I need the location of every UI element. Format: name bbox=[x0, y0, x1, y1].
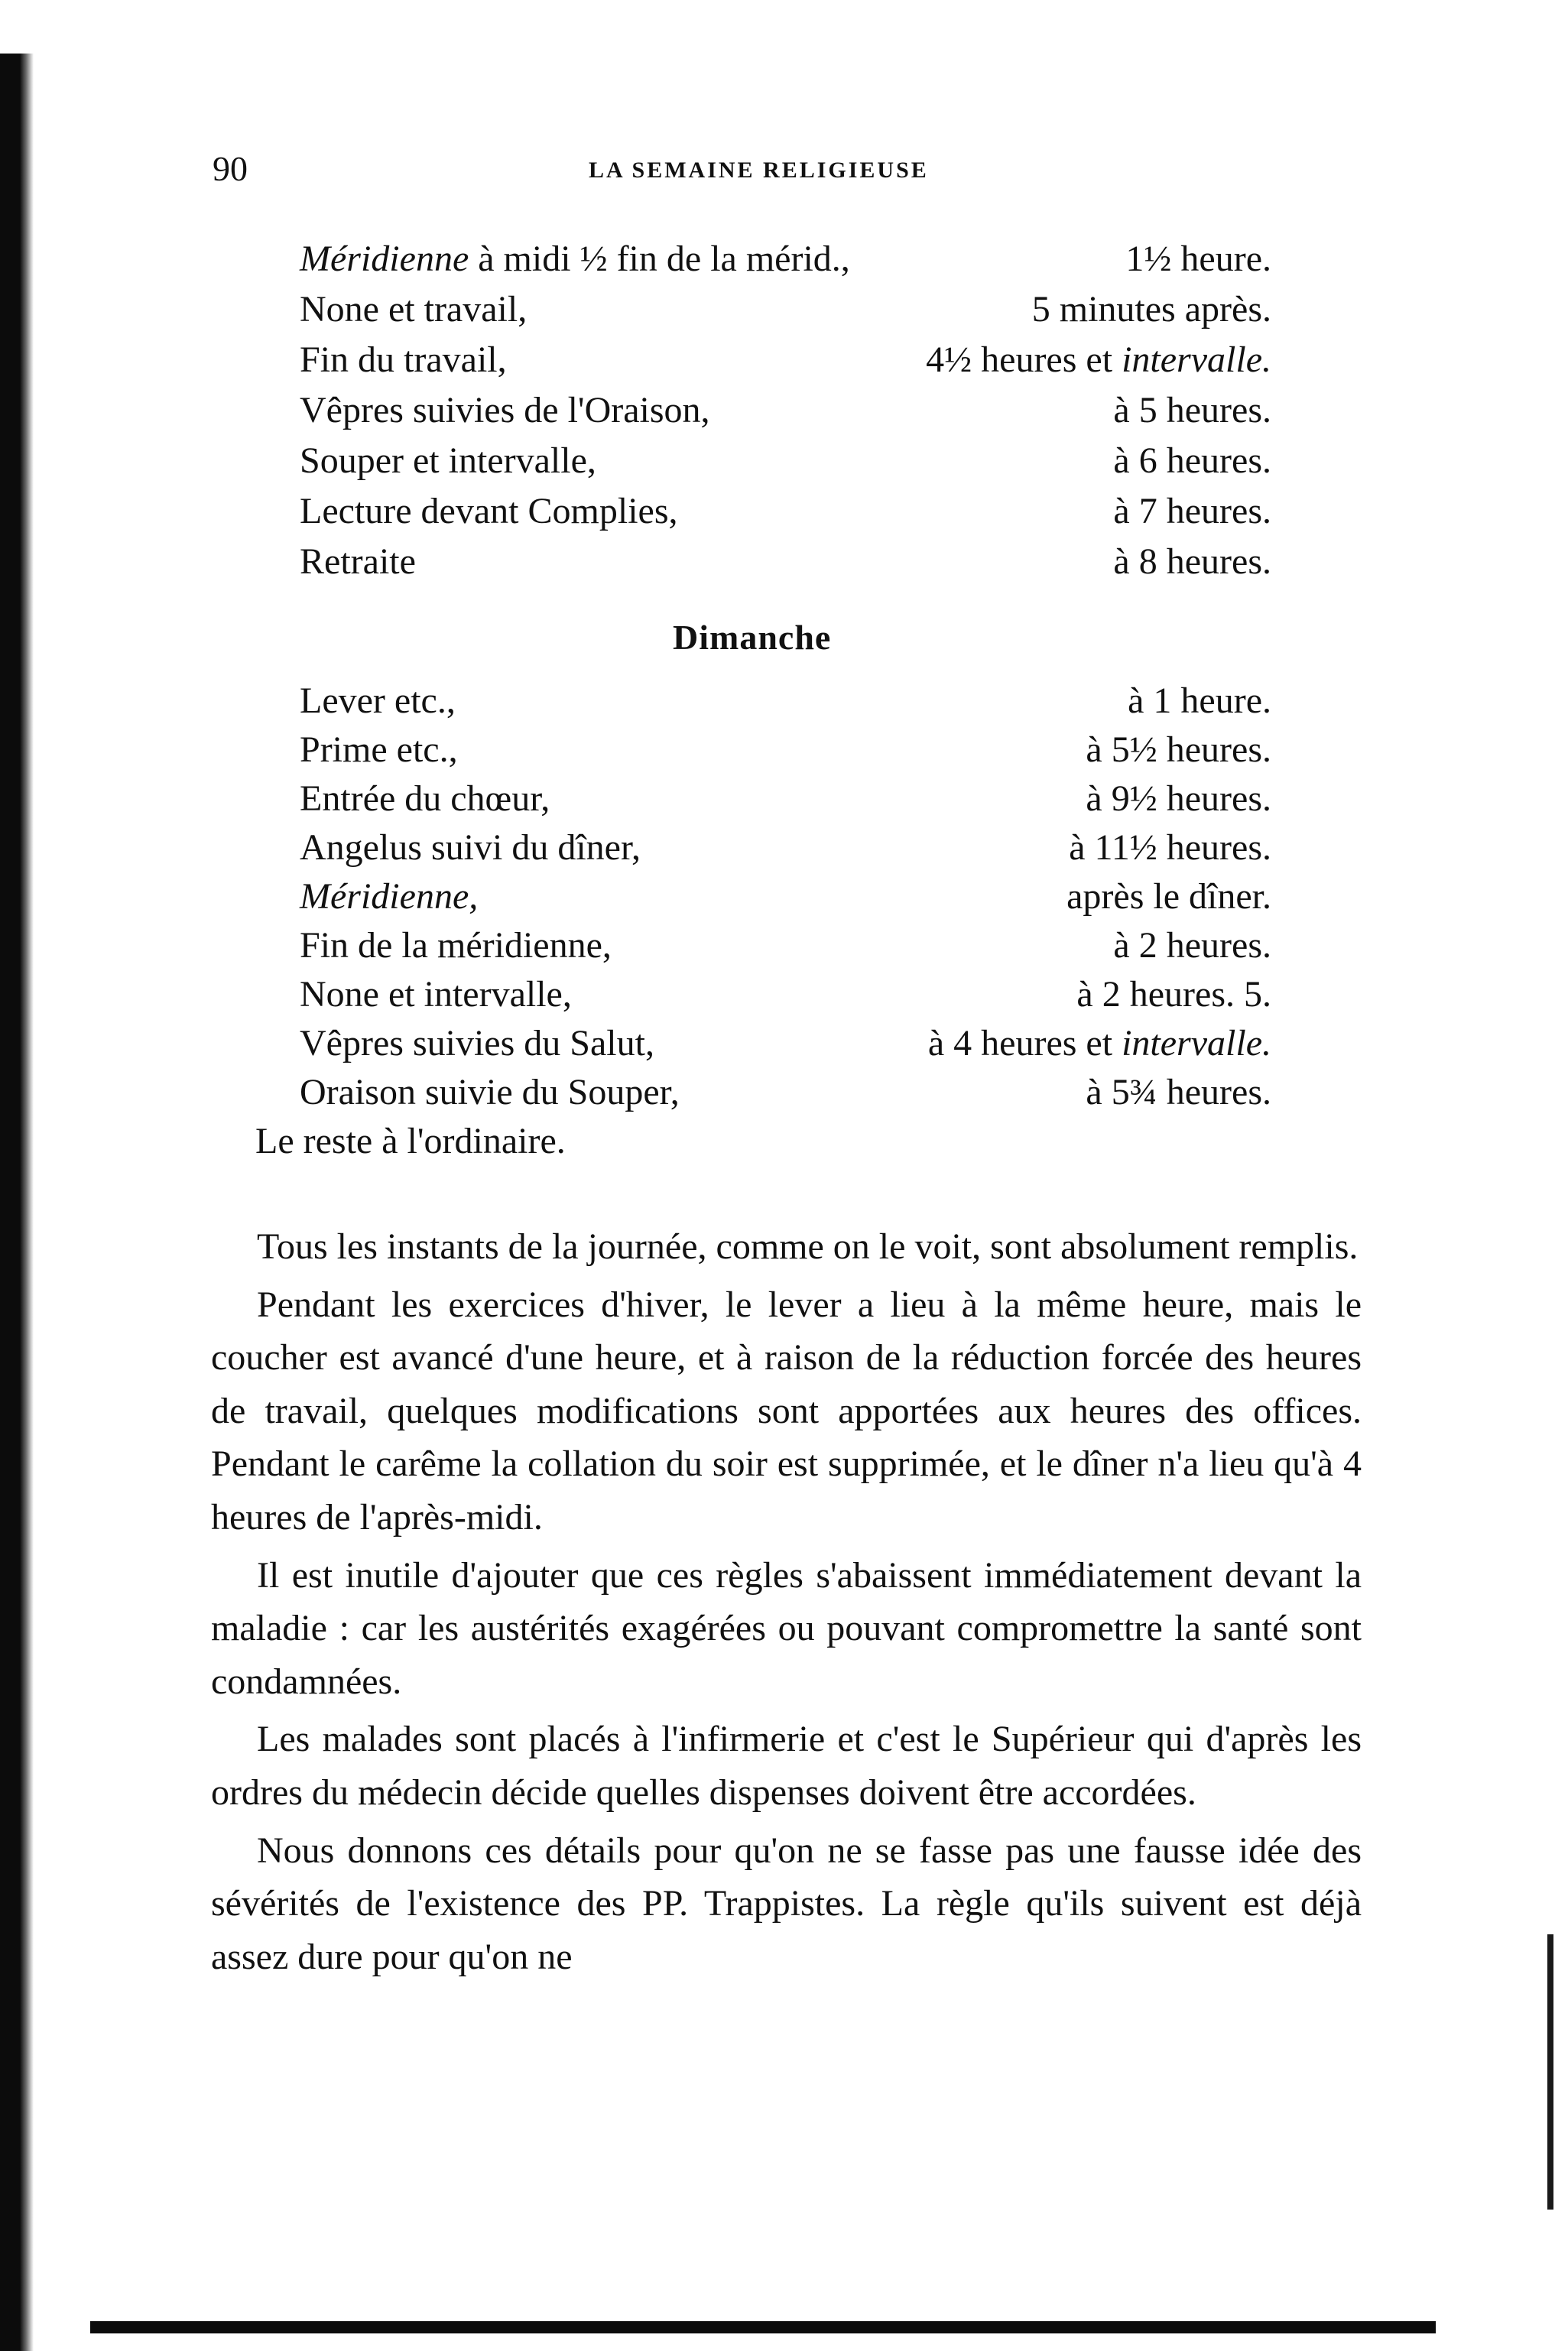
paragraph: Nous donnons ces détails pour qu'on ne se fasse pas une fausse idée des sévérités de l'existence des PP. Trappistes. La règle qu'ils suivent est déjà assez dure pour qu'on ne bbox=[211, 1830, 1362, 1977]
paragraph: Tous les instants de la journée, comme on le voit, sont absolument remplis. bbox=[257, 1226, 1359, 1267]
schedule-row bbox=[0, 1067, 1568, 1118]
paragraph: Pendant les exercices d'hiver, le lever a lieu à la même heure, mais le coucher est avancé d'une heure, et à raison de la réduction forcée des heures de travail, quelques modifications sont apportées aux heures des offices. Pendant le carême la collation du soir est supprimée, et le dîner n'a lieu qu'à 4 heures de l'après-midi. bbox=[211, 1284, 1362, 1538]
schedule-item: None et intervalle, bbox=[300, 974, 572, 1015]
schedule-row bbox=[0, 921, 1568, 971]
schedule-item: Lever etc., bbox=[300, 680, 456, 721]
paragraph: Les malades sont placés à l'infirmerie et c'est le Supérieur qui d'après les ordres du médecin décide quelles dispenses doivent être accordées. bbox=[211, 1719, 1362, 1813]
schedule-item: Angelus suivi du dîner, bbox=[300, 827, 641, 868]
schedule-item: Le reste à l'ordinaire. bbox=[255, 1121, 566, 1161]
schedule-item: Fin du travail, bbox=[300, 339, 507, 380]
schedule-row bbox=[0, 823, 1568, 873]
schedule-time: à 11½ heures. bbox=[1069, 827, 1271, 868]
schedule-item: Méridienne à midi ½ fin de la mérid., bbox=[300, 239, 850, 279]
schedule-closing-line bbox=[0, 1116, 1568, 1167]
schedule-time: à 4 heures et intervalle. bbox=[927, 1023, 1271, 1063]
paragraph: Il est inutile d'ajouter que ces règles s'abaissent immédiatement devant la maladie : car les austérités exagérées ou pouvant compromettre la santé sont condamnées. bbox=[211, 1554, 1362, 1702]
schedule-item: Retraite bbox=[300, 541, 416, 582]
schedule-time: à 8 heures. bbox=[1113, 541, 1271, 582]
schedule-time: 4½ heures et intervalle. bbox=[926, 339, 1271, 380]
schedule-row bbox=[0, 537, 1568, 587]
body-text bbox=[211, 1220, 1362, 1988]
schedule-item: Vêpres suivies du Salut, bbox=[300, 1023, 654, 1063]
schedule-item: Méridienne, bbox=[300, 876, 479, 917]
schedule-row bbox=[0, 335, 1568, 385]
schedule-row bbox=[0, 385, 1568, 436]
schedule-row bbox=[0, 725, 1568, 775]
schedule-time: à 7 heures. bbox=[1113, 491, 1271, 531]
schedule-time: à 5½ heures. bbox=[1086, 729, 1271, 770]
schedule-row bbox=[0, 969, 1568, 1020]
schedule-item: Prime etc., bbox=[300, 729, 458, 770]
schedule-time: à 2 heures. 5. bbox=[1076, 974, 1271, 1015]
schedule-time: 1½ heure. bbox=[1125, 239, 1271, 279]
schedule-item: Oraison suivie du Souper, bbox=[300, 1072, 680, 1112]
schedule-row bbox=[0, 234, 1568, 284]
running-title: LA SEMAINE RELIGIEUSE bbox=[589, 157, 929, 183]
schedule-time: à 5 heures. bbox=[1113, 390, 1271, 430]
schedule-item: Fin de la méridienne, bbox=[300, 925, 612, 966]
schedule-row bbox=[0, 1018, 1568, 1069]
schedule-row bbox=[0, 774, 1568, 824]
schedule-time: après le dîner. bbox=[1066, 876, 1271, 917]
schedule-row bbox=[0, 436, 1568, 486]
schedule-time: à 6 heures. bbox=[1113, 440, 1271, 481]
schedule-row bbox=[0, 486, 1568, 537]
schedule-time: à 2 heures. bbox=[1113, 925, 1271, 966]
schedule-item: Souper et intervalle, bbox=[300, 440, 596, 481]
schedule-row bbox=[0, 284, 1568, 335]
schedule-item: Entrée du chœur, bbox=[300, 778, 550, 819]
schedule-item: Vêpres suivies de l'Oraison, bbox=[300, 390, 710, 430]
schedule-time: à 1 heure. bbox=[1128, 680, 1271, 721]
page-number: 90 bbox=[213, 149, 248, 188]
sunday-heading: Dimanche bbox=[673, 618, 832, 657]
schedule-time: à 9½ heures. bbox=[1086, 778, 1271, 819]
schedule-item: None et travail, bbox=[300, 289, 528, 330]
schedule-row bbox=[0, 676, 1568, 726]
schedule-row bbox=[0, 872, 1568, 922]
schedule-item: Lecture devant Complies, bbox=[300, 491, 678, 531]
schedule-time: à 5¾ heures. bbox=[1086, 1072, 1271, 1112]
schedule-time: 5 minutes après. bbox=[1031, 289, 1271, 330]
